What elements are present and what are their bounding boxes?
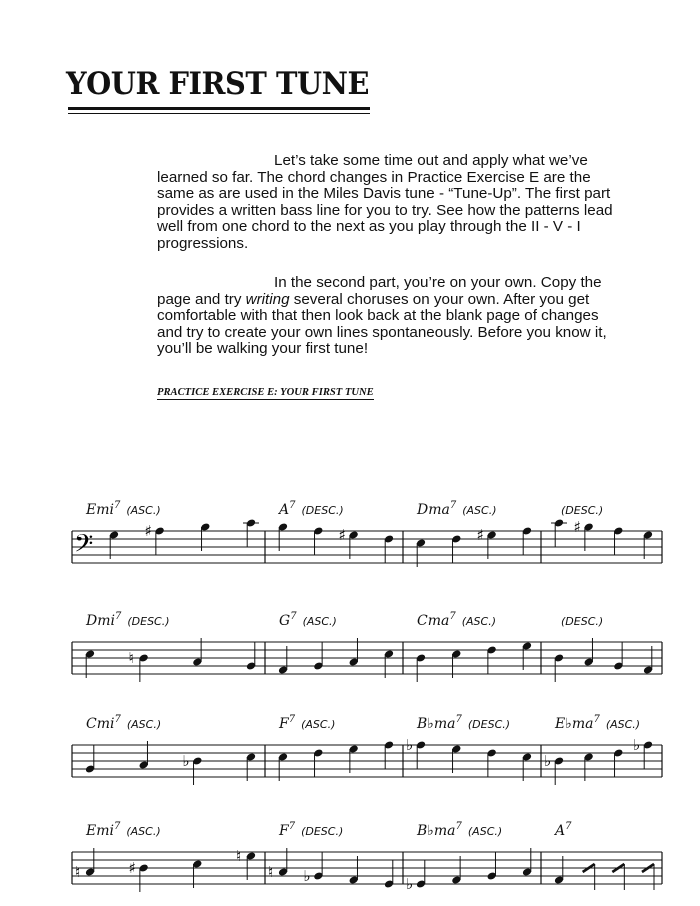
chord-symbol: $E♭ma^7$ $_{(ASC.)}$	[555, 714, 641, 732]
flat-icon: ♭	[406, 875, 414, 893]
chord-symbol: Cma$^7$ $_{(ASC.)}$	[417, 611, 496, 629]
sharp-icon: ♯	[338, 526, 346, 544]
flat-icon: ♭	[633, 736, 641, 754]
second-paragraph-start: In the second part, you’re on your own. Copy the page and try	[157, 274, 602, 308]
second-paragraph-end: several choruses on your own. After you get comfortable with that then look back at the blank page of changes and try to create your own lines spontaneously. Before you know it, you’ll be walking your first tune!	[157, 290, 607, 358]
flat-icon: ♭	[182, 752, 190, 770]
chord-symbol: $F^7$ $_{(ASC.)}$	[279, 714, 336, 732]
chord-symbol: Emi$^7$ $_{(ASC.)}$	[86, 500, 161, 518]
natural-icon: ♮	[128, 649, 135, 667]
chord-symbol: (DESC.)	[561, 615, 604, 628]
sharp-icon: ♯	[144, 522, 152, 540]
bass-clef-icon: 𝄢	[74, 529, 94, 565]
chord-symbol: Emi$^7$ $_{(ASC.)}$	[86, 821, 161, 839]
emphasized-word: writing	[245, 290, 290, 308]
chord-symbol: $G^7$ $_{(ASC.)}$	[279, 611, 337, 629]
sharp-icon: ♯	[476, 526, 484, 544]
chord-symbol: $A^7$	[555, 821, 572, 839]
chord-symbol: $B♭ma^7$ $_{(ASC.)}$	[417, 821, 503, 839]
chord-symbol: Dmi$^7$ $_{(DESC.)}$	[86, 611, 170, 629]
sharp-icon: ♯	[573, 518, 581, 536]
chord-symbol: $F^7$ $_{(DESC.)}$	[279, 821, 344, 839]
chord-symbol: Dma$^7$ $_{(ASC.)}$	[417, 500, 497, 518]
natural-icon: ♮	[268, 863, 274, 881]
chord-symbol: (DESC.)	[561, 504, 604, 517]
flat-icon: ♭	[406, 736, 414, 754]
intro-paragraph: Let’s take some time out and apply what we’ve learned so far. The chord changes in Practice Exercise E are the same as are used in the Miles Davis tune - “Tune-Up”. The first part provides a written bass line for you to try. See how the patterns lead well from one chord to the next as you play through the II - V - I progressions.	[157, 152, 613, 252]
page-title: YOUR FIRST TUNE	[66, 66, 370, 102]
natural-icon: ♮	[236, 847, 242, 865]
chord-symbol: Cmi$^7$ $_{(ASC.)}$	[86, 714, 162, 732]
flat-icon: ♭	[303, 867, 311, 885]
natural-icon: ♮	[75, 863, 81, 881]
chord-symbol: $A^7$ $_{(DESC.)}$	[279, 500, 344, 518]
chord-symbol: $B♭ma^7$ $_{(DESC.)}$	[417, 714, 511, 732]
sharp-icon: ♯	[128, 859, 136, 877]
exercise-heading: PRACTICE EXERCISE E: YOUR FIRST TUNE	[157, 387, 374, 398]
flat-icon: ♭	[544, 752, 552, 770]
